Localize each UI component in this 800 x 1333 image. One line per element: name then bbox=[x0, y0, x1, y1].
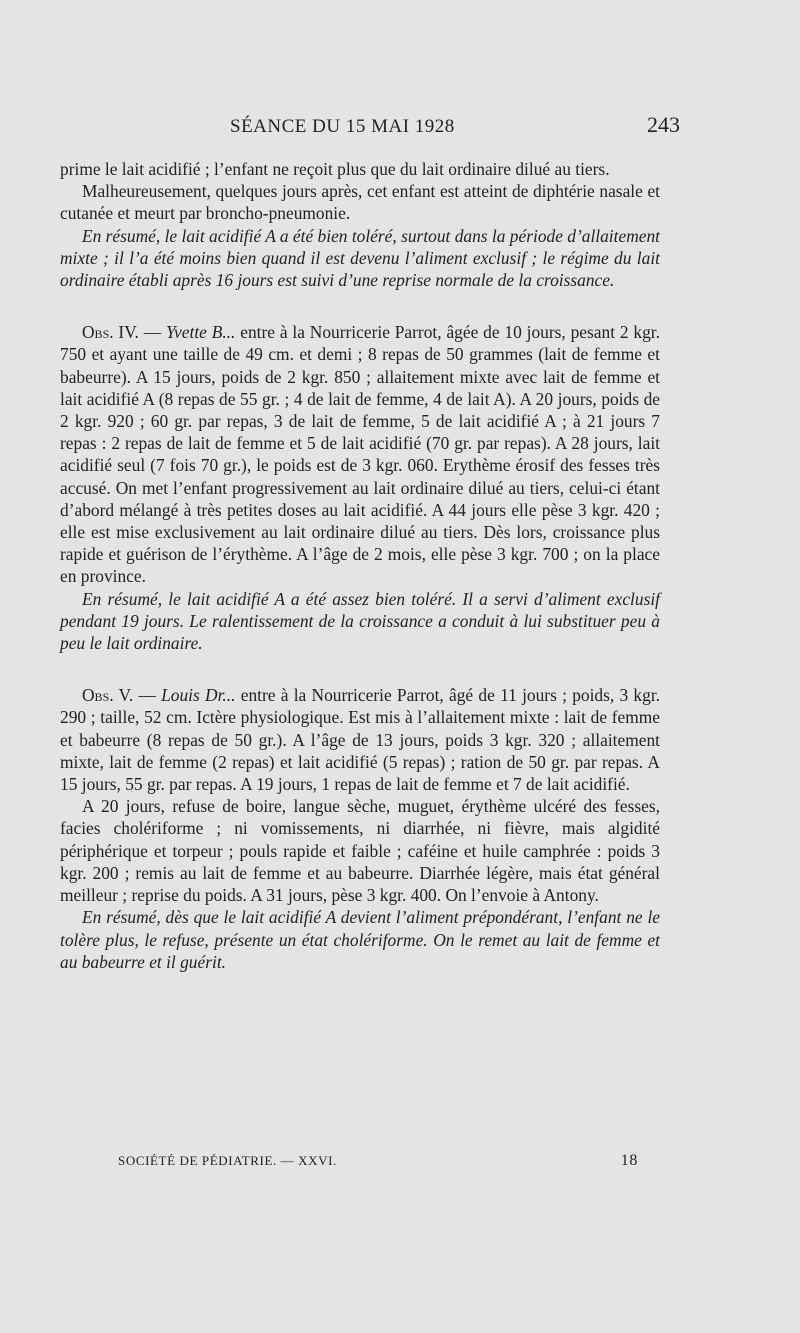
paragraph-summary-obs3: En résumé, le lait acidifié A a été bien toléré, surtout dans la période d’allaitement mixte ; il l’a été moins bien quand il est devenu l’aliment exclusif ; le régime du lait ordinaire établi après 16 jours est suivi d’une reprise normale de la croissance. bbox=[60, 225, 660, 291]
paragraph-obs4: Obs. IV. — Yvette B... entre à la Nourricerie Parrot, âgée de 10 jours, pesant 2 kgr. 750 et ayant une taille de 49 cm. et demi ; 8 repas de 50 grammes (lait de femme et babeurre). A 15 jours, poids de 2 kgr. 850 ; allaitement mixte avec lait de femme et lait acidifié A (8 repas de 55 gr. ; 4 de lait de femme, 4 de lait A). A 20 jours, poids de 2 kgr. 920 ; 60 gr. par repas, 3 de lait de femme, 5 de lait acidifié A ; à 21 jours 7 repas : 2 repas de lait de femme et 5 de lait acidifié (70 gr. par repas). A 28 jours, lait acidifié seul (7 fois 70 gr.), le poids est de 3 kgr. 060. Erythème érosif des fesses très accusé. On met l’enfant progressivement au lait ordinaire dilué au tiers, celui-ci étant d’abord mélangé à très petites doses au lait acidifié. A 44 jours elle pèse 3 kgr. 420 ; elle est mise exclusivement au lait ordinaire dilué au tiers. Dès lors, croissance plus rapide et guérison de l’érythème. A l’âge de 2 mois, elle pèse 3 kgr. 700 ; on la place en province. bbox=[60, 322, 660, 587]
obs4-label: Obs. IV. bbox=[82, 322, 139, 343]
obs5-patient-name: Louis Dr... bbox=[161, 685, 236, 706]
paragraph-obs5-course: A 20 jours, refuse de boire, langue sèche, muguet, érythème ulcéré des fesses, facies cholériforme ; ni vomissements, ni diarrhée, ni fièvre, mais algidité périphérique et torpeur ; pouls rapide et faible ; caféine et huile camphrée : poids 3 kgr. 200 ; remis au lait de femme et au babeurre. Diarrhée légère, mais état général meilleur ; reprise du poids. A 31 jours, pèse 3 kgr. 400. On l’envoie à Antony. bbox=[60, 796, 660, 906]
footer-signature: 18 bbox=[620, 1152, 638, 1169]
running-header bbox=[60, 112, 680, 138]
section-gap bbox=[60, 654, 660, 684]
paragraph-outcome: Malheureusement, quelques jours après, cet enfant est atteint de diphtérie nasale et cutanée et meurt par broncho-pneumonie. bbox=[60, 181, 660, 224]
obs4-text: entre à la Nourricerie Parrot, âgée de 10 jours, pesant 2 kgr. 750 et ayant une taille de 49 cm. et demi ; 8 repas de 50 grammes (lait de femme et babeurre). A 15 jours, poids de 2 kgr. 850 ; allaitement mixte avec lait de femme et lait acidifié A (8 repas de 55 gr. ; 4 de lait de femme, 4 de lait A). A 20 jours, poids de 2 kgr. 920 ; 60 gr. par repas, 3 de lait de femme, 5 de lait acidifié A ; à 21 jours 7 repas : 2 repas de lait de femme et 5 de lait acidifié (70 gr. par repas). A 28 jours, lait acidifié seul (7 fois 70 gr.), le poids est de 3 kgr. 060. Erythème érosif des fesses très accusé. On met l’enfant progressivement au lait ordinaire dilué au tiers, celui-ci étant d’abord mélangé à très petites doses au lait acidifié. A 44 jours elle pèse 3 kgr. 420 ; elle est mise exclusivement au lait ordinaire dilué au tiers. Dès lors, croissance plus rapide et guérison de l’érythème. A l’âge de 2 mois, elle pèse 3 kgr. 700 ; on la place en province. bbox=[60, 322, 660, 587]
page-body bbox=[60, 158, 660, 973]
obs4-patient-name: Yvette B... bbox=[165, 322, 236, 343]
paragraph-summary-obs5: En résumé, dès que le lait acidifié A devient l’aliment prépondérant, l’enfant ne le tolère plus, le refuse, présente un état cholériforme. On le remet au lait de femme et au babeurre et il guérit. bbox=[60, 907, 660, 972]
paragraph-continuation: prime le lait acidifié ; l’enfant ne reçoit plus que du lait ordinaire dilué au tiers. bbox=[60, 159, 610, 179]
paragraph-obs5: Obs. V. — Louis Dr... entre à la Nourricerie Parrot, âgé de 11 jours ; poids, 3 kgr. 290 ; taille, 52 cm. Ictère physiologique. Est mis à l’allaitement mixte : lait de femme et babeurre (8 repas de 50 gr.). A l’âge de 13 jours, poids 3 kgr. 320 ; allaitement mixte, lait de femme (2 repas) et lait acidifié (5 repas) ; ration de 50 gr. par repas. A 15 jours, 55 gr. par repas. A 19 jours, 1 repas de lait de femme et 7 de lait acidifié. bbox=[60, 685, 660, 795]
page-footer bbox=[118, 1152, 638, 1170]
page-number: 243 bbox=[647, 112, 680, 137]
obs5-label: Obs. V. bbox=[82, 685, 134, 706]
footer-journal: SOCIÉTÉ DE PÉDIATRIE. — XXVI. bbox=[118, 1153, 337, 1168]
paragraph-summary-obs4: En résumé, le lait acidifié A a été assez bien toléré. Il a servi d’aliment exclusif pendant 19 jours. Le ralentissement de la croissance a conduit à lui substituer peu à peu le lait ordinaire. bbox=[60, 588, 660, 654]
obs5-text: entre à la Nourricerie Parrot, âgé de 11 jours ; poids, 3 kgr. 290 ; taille, 52 cm. Ictère physiologique. Est mis à l’allaitement mixte : lait de femme et babeurre (8 repas de 50 gr.). A l’âge de 13 jours, poids 3 kgr. 320 ; allaitement mixte, lait de femme (2 repas) et lait acidifié (5 repas) ; ration de 50 gr. par repas. A 15 jours, 55 gr. par repas. A 19 jours, 1 repas de lait de femme et 7 de lait acidifié. bbox=[60, 685, 660, 795]
section-gap bbox=[60, 291, 660, 321]
header-title: SÉANCE DU 15 MAI 1928 bbox=[230, 116, 455, 137]
